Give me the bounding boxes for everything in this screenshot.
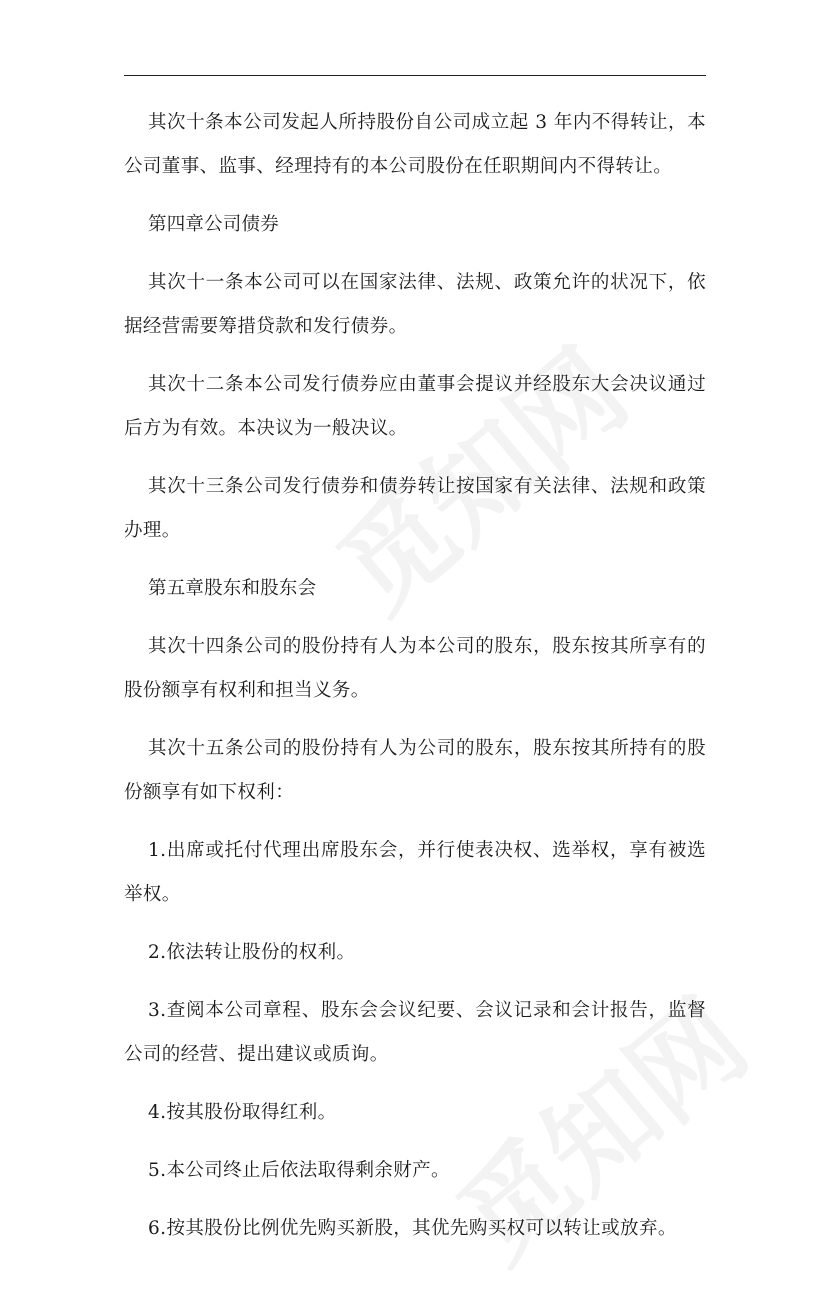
chapter-5-heading: 第五章股东和股东会 bbox=[148, 578, 317, 599]
article-23: 其次十三条公司发行债券和债券转让按国家有关法律、法规和政策办理。 bbox=[124, 476, 706, 541]
header-rule bbox=[124, 75, 706, 76]
chapter-4-heading: 第四章公司债券 bbox=[148, 214, 279, 235]
document-body bbox=[124, 101, 706, 1265]
right-item-1: 1.出席或托付代理出席股东会，并行使表决权、选举权，享有被选举权。 bbox=[124, 840, 706, 905]
article-22: 其次十二条本公司发行债券应由董事会提议并经股东大会决议通过后方为有效。本决议为一般决议。 bbox=[124, 374, 706, 439]
right-item-4: 4.按其股份取得红利。 bbox=[148, 1102, 337, 1123]
right-item-3: 3.查阅本公司章程、股东会会议纪要、会议记录和会计报告，监督公司的经营、提出建议或质询。 bbox=[124, 1000, 706, 1065]
article-25: 其次十五条公司的股份持有人为公司的股东，股东按其所持有的股份额享有如下权利： bbox=[124, 738, 706, 803]
right-item-5: 5.本公司终止后依法取得剩余财产。 bbox=[148, 1160, 450, 1181]
right-item-2: 2.依法转让股份的权利。 bbox=[148, 942, 356, 963]
article-21: 其次十一条本公司可以在国家法律、法规、政策允许的状况下，依据经营需要筹措贷款和发行债券。 bbox=[124, 272, 706, 337]
article-20: 其次十条本公司发起人所持股份自公司成立起 3 年内不得转让，本公司董事、监事、经理持有的本公司股份在任职期间内不得转让。 bbox=[124, 112, 706, 177]
article-24: 其次十四条公司的股份持有人为本公司的股东，股东按其所享有的股份额享有权利和担当义务。 bbox=[124, 636, 706, 701]
right-item-6: 6.按其股份比例优先购买新股，其优先购买权可以转让或放弃。 bbox=[148, 1218, 677, 1239]
